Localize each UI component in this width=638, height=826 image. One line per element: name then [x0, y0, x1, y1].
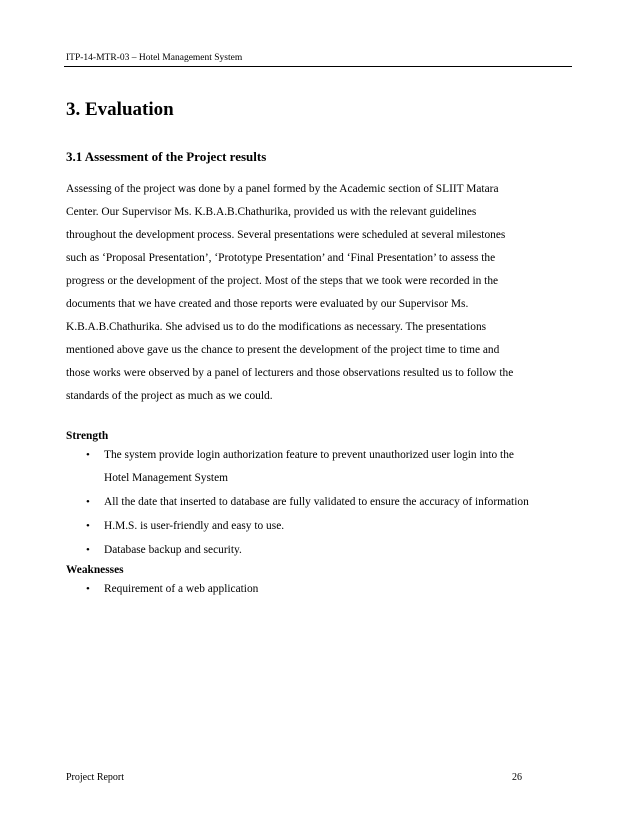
- list-item-text: H.M.S. is user-friendly and easy to use.: [104, 520, 285, 532]
- paragraph-line: documents that we have created and those reports were evaluated by our Supervisor Ms.: [66, 298, 469, 310]
- paragraph-line: Center. Our Supervisor Ms. K.B.A.B.Chathurika, provided us with the relevant guidelines: [66, 206, 477, 218]
- list-item: [66, 444, 576, 490]
- paragraph-line: Assessing of the project was done by a panel formed by the Academic section of SLIIT Matara: [66, 183, 499, 195]
- bullet-icon: •: [86, 520, 90, 532]
- paragraph-line: throughout the development process. Several presentations were scheduled at several milestones: [66, 229, 506, 241]
- section-heading: 3. Evaluation: [66, 99, 174, 120]
- list-item-text: The system provide login authorization feature to prevent unauthorized user login into the: [104, 449, 514, 461]
- paragraph-line: those works were observed by a panel of lecturers and those observations resulted us to follow the: [66, 367, 514, 379]
- weaknesses-heading: Weaknesses: [66, 564, 124, 576]
- weaknesses-list: [66, 578, 576, 601]
- paragraph-line: progress or the development of the project. Most of the steps that we took were recorded in the: [66, 275, 499, 287]
- bullet-icon: •: [86, 496, 90, 508]
- paragraph-line: standards of the project as much as we could.: [66, 390, 273, 402]
- assessment-paragraph: [66, 178, 574, 408]
- page-number: 26: [512, 772, 522, 783]
- header-divider: [64, 66, 572, 67]
- paragraph-line: mentioned above gave us the chance to present the development of the project time to time and: [66, 344, 500, 356]
- list-item-text: Requirement of a web application: [104, 583, 259, 595]
- strength-heading: Strength: [66, 430, 109, 442]
- running-header: ITP-14-MTR-03 – Hotel Management System: [66, 53, 243, 63]
- list-item: [66, 491, 576, 514]
- footer-label: Project Report: [66, 772, 125, 783]
- list-item-text: All the date that inserted to database are fully validated to ensure the accuracy of information: [104, 496, 529, 508]
- list-item: [66, 578, 576, 601]
- paragraph-line: such as ‘Proposal Presentation’, ‘Prototype Presentation’ and ‘Final Presentation’ to assess the: [66, 252, 496, 264]
- list-item-text: Database backup and security.: [104, 544, 242, 556]
- subsection-heading: 3.1 Assessment of the Project results: [66, 149, 267, 164]
- bullet-icon: •: [86, 544, 90, 556]
- strength-list: [66, 444, 576, 563]
- bullet-icon: •: [86, 583, 90, 595]
- paragraph-line: K.B.A.B.Chathurika. She advised us to do the modifications as necessary. The presentations: [66, 321, 487, 333]
- list-item: [66, 515, 576, 538]
- list-item-text: Hotel Management System: [104, 472, 229, 484]
- list-item: [66, 539, 576, 562]
- bullet-icon: •: [86, 449, 90, 461]
